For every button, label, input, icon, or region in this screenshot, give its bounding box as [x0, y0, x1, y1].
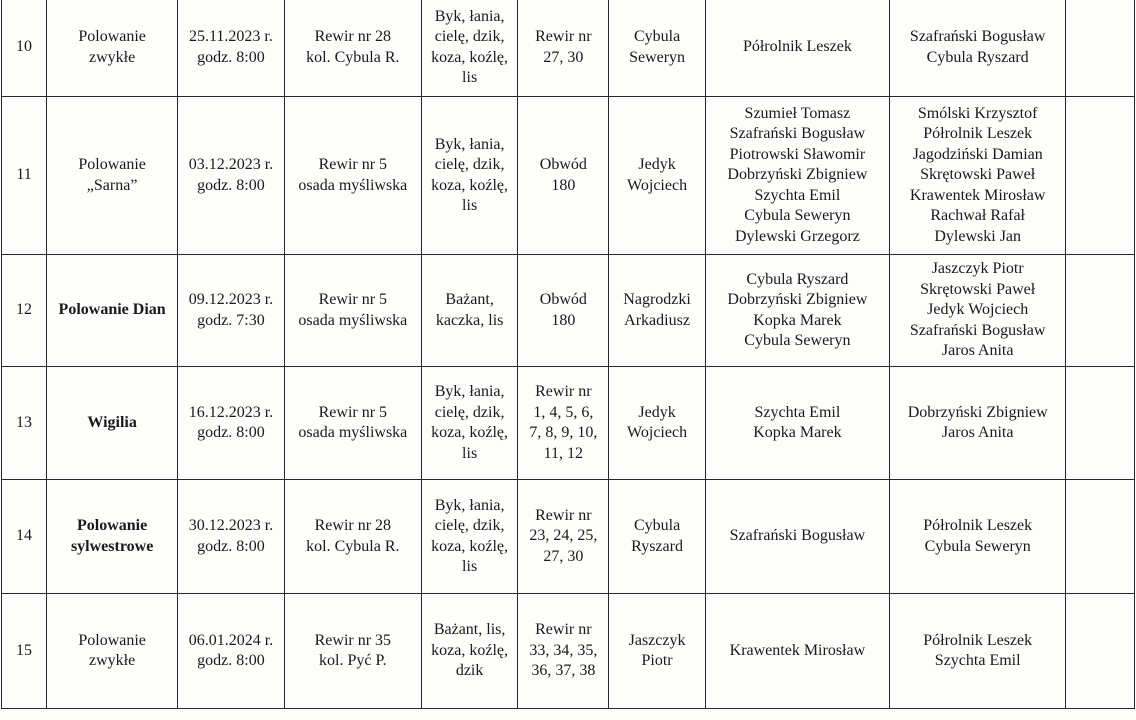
- game-species-line: Byk, łania,: [434, 496, 505, 514]
- game-species-line: koza, koźlę,: [431, 537, 509, 555]
- meeting-place-line: osada myśliwska: [298, 176, 408, 194]
- group-two-members-cell: [890, 0, 1066, 97]
- hunt-date-line: godz. 8:00: [197, 652, 265, 669]
- hunting-schedule-table: [1, 0, 1135, 709]
- game-species-line: cielę, dzik,: [434, 403, 505, 421]
- game-species-line: lis: [462, 558, 478, 575]
- game-species-line: koza, koźlę,: [431, 176, 509, 194]
- row-number-cell: 11: [2, 97, 47, 255]
- game-species-line: Byk, łania,: [434, 383, 505, 400]
- game-species-line: Byk, łania,: [434, 7, 505, 25]
- group-two-members-line: Krawentek Mirosław: [909, 186, 1046, 204]
- game-species-line: lis: [462, 69, 478, 86]
- hunt-leader-line: Cybula: [633, 28, 681, 45]
- meeting-place-line: kol. Cybula R.: [306, 537, 400, 555]
- hunting-area-line: 11, 12: [543, 444, 584, 462]
- hunt-leader-line: Piotr: [641, 652, 673, 669]
- hunt-leader-line: Nagrodzki: [623, 291, 691, 308]
- hunt-leader-cell: [609, 480, 705, 594]
- table-body: [2, 0, 1135, 709]
- row-number-cell: 14: [2, 480, 47, 594]
- meeting-place-line: Rewir nr 5: [318, 403, 388, 421]
- hunt-date-line: 09.12.2023 r.: [188, 291, 274, 308]
- game-species-line: Bażant,: [445, 291, 494, 308]
- table-row: [2, 480, 1135, 594]
- hunting-area-cell: [518, 594, 609, 709]
- hunting-area-line: Rewir nr: [535, 506, 592, 524]
- meeting-place-cell: [284, 97, 421, 255]
- group-one-members-cell: [705, 0, 889, 97]
- meeting-place-line: osada myśliwska: [298, 311, 408, 329]
- hunt-leader-line: Arkadiusz: [624, 311, 690, 329]
- remarks-cell: [1066, 255, 1135, 367]
- hunt-leader-cell: [609, 97, 705, 255]
- group-one-members-line: Krawentek Mirosław: [729, 641, 866, 659]
- group-one-members-cell: [705, 255, 889, 367]
- table-row: [2, 97, 1135, 255]
- hunting-area-line: 180: [551, 176, 576, 194]
- group-one-members-cell: [705, 480, 889, 594]
- game-species-line: Byk, łania,: [434, 135, 505, 153]
- game-species-line: koza, koźlę,: [431, 424, 509, 441]
- game-species-cell: [421, 255, 517, 367]
- group-two-members-line: Cybula Seweryn: [924, 537, 1031, 555]
- hunting-area-line: 7, 8, 9, 10,: [529, 424, 598, 441]
- hunt-name-cell: [47, 367, 178, 480]
- hunt-name-line: zwykłe: [89, 48, 136, 66]
- game-species-cell: [421, 480, 517, 594]
- table-row: [2, 0, 1135, 97]
- game-species-line: Bażant, lis,: [433, 621, 506, 639]
- game-species-line: koza, koźlę,: [431, 641, 509, 659]
- game-species-line: kaczka, lis: [435, 311, 504, 329]
- row-number-cell: 13: [2, 367, 47, 480]
- group-two-members-line: Cybula Ryszard: [926, 48, 1029, 66]
- hunt-date-line: godz. 8:00: [197, 424, 265, 441]
- hunt-leader-line: Jedyk: [638, 156, 676, 173]
- hunting-area-line: 36, 37, 38: [531, 662, 596, 680]
- hunting-area-line: 1, 4, 5, 6,: [533, 403, 594, 421]
- group-two-members-line: Półrolnik Leszek: [923, 631, 1033, 649]
- group-one-members-line: Szafrański Bogusław: [729, 527, 866, 545]
- hunt-date-cell: [178, 97, 285, 255]
- hunt-name-cell: [47, 97, 178, 255]
- group-two-members-line: Szafrański Bogusław: [909, 321, 1046, 339]
- hunt-date-line: godz. 8:00: [197, 176, 265, 194]
- group-two-members-line: Jagodziński Damian: [912, 145, 1043, 163]
- hunt-leader-line: Jaszczyk: [628, 631, 686, 649]
- group-one-members-line: Kopka Marek: [753, 424, 842, 441]
- game-species-line: cielę, dzik,: [434, 28, 505, 45]
- group-two-members-line: Jaros Anita: [941, 424, 1014, 441]
- hunt-name-line: zwykłe: [89, 652, 136, 669]
- hunt-leader-cell: [609, 594, 705, 709]
- hunt-date-cell: [178, 480, 285, 594]
- group-two-members-line: Jaszczyk Piotr: [931, 260, 1024, 278]
- meeting-place-line: kol. Cybula R.: [306, 48, 400, 66]
- hunt-date-line: godz. 8:00: [197, 537, 265, 555]
- hunt-date-line: 03.12.2023 r.: [188, 156, 274, 173]
- hunt-name-cell: [47, 594, 178, 709]
- group-one-members-line: Kopka Marek: [753, 311, 842, 329]
- hunt-name-cell: [47, 480, 178, 594]
- hunt-leader-cell: [609, 367, 705, 480]
- hunting-area-line: Obwód: [539, 156, 587, 173]
- hunt-leader-line: Wojciech: [627, 176, 688, 194]
- hunt-name-line: Polowanie: [78, 28, 146, 45]
- group-one-members-line: Cybula Seweryn: [744, 207, 851, 225]
- hunt-leader-line: Wojciech: [627, 424, 688, 441]
- hunt-leader-cell: [609, 255, 705, 367]
- game-species-line: cielę, dzik,: [434, 517, 505, 534]
- group-two-members-cell: [890, 594, 1066, 709]
- game-species-line: lis: [462, 197, 478, 214]
- hunt-name-line: sylwestrowe: [70, 537, 154, 555]
- hunt-date-cell: [178, 0, 285, 97]
- hunt-name-line: Polowanie: [78, 156, 146, 173]
- group-two-members-line: Jaros Anita: [941, 342, 1014, 360]
- table-row: [2, 367, 1135, 480]
- meeting-place-line: Rewir nr 28: [314, 28, 392, 45]
- game-species-line: lis: [462, 444, 478, 462]
- group-two-members-line: Skrętowski Paweł: [920, 280, 1036, 298]
- hunt-date-cell: [178, 367, 285, 480]
- group-one-members-line: Cybula Seweryn: [744, 332, 851, 349]
- remarks-cell: [1066, 594, 1135, 709]
- meeting-place-cell: [284, 480, 421, 594]
- group-one-members-line: Dobrzyński Zbigniew: [727, 291, 868, 308]
- table-row: [2, 594, 1135, 709]
- group-two-members-cell: [890, 255, 1066, 367]
- group-two-members-line: Smólski Krzysztof: [917, 104, 1038, 122]
- hunting-area-line: 27, 30: [543, 48, 584, 66]
- meeting-place-line: osada myśliwska: [298, 424, 408, 441]
- hunt-date-line: 30.12.2023 r.: [188, 517, 274, 534]
- group-two-members-line: Skrętowski Paweł: [920, 166, 1036, 184]
- game-species-line: cielę, dzik,: [434, 156, 505, 173]
- hunt-leader-line: Ryszard: [631, 537, 683, 555]
- hunting-area-cell: [518, 480, 609, 594]
- group-two-members-cell: [890, 480, 1066, 594]
- group-one-members-line: Szychta Emil: [754, 186, 841, 204]
- group-two-members-cell: [890, 367, 1066, 480]
- hunt-date-line: 25.11.2023 r.: [189, 28, 273, 45]
- hunt-leader-line: Jedyk: [638, 403, 676, 421]
- group-two-members-line: Dobrzyński Zbigniew: [907, 403, 1048, 421]
- remarks-cell: [1066, 367, 1135, 480]
- game-species-line: koza, koźlę,: [431, 48, 509, 66]
- remarks-cell: [1066, 97, 1135, 255]
- group-two-members-line: Dylewski Jan: [934, 227, 1022, 245]
- remarks-cell: [1066, 480, 1135, 594]
- hunt-name-line: Polowanie Dian: [58, 301, 166, 319]
- game-species-line: dzik: [455, 662, 484, 680]
- row-number-cell: 15: [2, 594, 47, 709]
- group-one-members-line: Dobrzyński Zbigniew: [727, 166, 868, 184]
- hunt-name-line: Polowanie: [77, 517, 148, 534]
- hunt-date-cell: [178, 255, 285, 367]
- game-species-cell: [421, 594, 517, 709]
- group-one-members-cell: [705, 367, 889, 480]
- group-one-members-line: Dylewski Grzegorz: [734, 227, 860, 245]
- hunting-area-line: Rewir nr: [535, 621, 592, 639]
- hunting-area-line: 33, 34, 35,: [529, 641, 598, 659]
- row-number-cell: 10: [2, 0, 47, 97]
- hunt-leader-cell: [609, 0, 705, 97]
- hunt-leader-line: Seweryn: [629, 48, 686, 66]
- meeting-place-cell: [284, 255, 421, 367]
- group-one-members-line: Szychta Emil: [754, 403, 841, 421]
- hunt-name-line: Wigilia: [87, 413, 137, 431]
- meeting-place-cell: [284, 594, 421, 709]
- game-species-cell: [421, 0, 517, 97]
- hunting-area-cell: [518, 255, 609, 367]
- game-species-cell: [421, 97, 517, 255]
- group-two-members-line: Półrolnik Leszek: [923, 125, 1033, 143]
- meeting-place-cell: [284, 0, 421, 97]
- group-one-members-line: Cybula Ryszard: [746, 270, 849, 288]
- hunt-leader-line: Cybula: [633, 517, 681, 534]
- hunt-date-line: godz. 7:30: [197, 311, 265, 329]
- group-two-members-line: Półrolnik Leszek: [923, 517, 1033, 534]
- meeting-place-cell: [284, 367, 421, 480]
- hunting-area-line: Obwód: [539, 291, 587, 308]
- table-row: [2, 255, 1135, 367]
- hunt-date-line: godz. 8:00: [197, 48, 265, 66]
- group-one-members-line: Szafrański Bogusław: [729, 125, 866, 143]
- remarks-cell: [1066, 0, 1135, 97]
- hunt-name-line: Polowanie: [78, 631, 146, 649]
- hunt-name-cell: [47, 255, 178, 367]
- meeting-place-line: Rewir nr 28: [314, 517, 392, 534]
- hunting-area-cell: [518, 0, 609, 97]
- hunting-area-line: 180: [551, 311, 576, 329]
- group-one-members-cell: [705, 97, 889, 255]
- hunt-name-line: „Sarna”: [86, 176, 138, 194]
- group-two-members-line: Szychta Emil: [934, 652, 1021, 669]
- hunting-area-cell: [518, 97, 609, 255]
- row-number-cell: 12: [2, 255, 47, 367]
- hunt-name-cell: [47, 0, 178, 97]
- game-species-cell: [421, 367, 517, 480]
- hunting-area-line: 23, 24, 25,: [529, 527, 598, 545]
- hunt-date-line: 16.12.2023 r.: [188, 403, 274, 421]
- meeting-place-line: Rewir nr 35: [314, 631, 392, 649]
- hunt-date-line: 06.01.2024 r.: [188, 631, 274, 649]
- group-two-members-line: Jedyk Wojciech: [927, 301, 1029, 319]
- group-two-members-line: Rachwał Rafał: [930, 207, 1025, 225]
- group-one-members-line: Szumieł Tomasz: [744, 104, 851, 122]
- hunting-area-cell: [518, 367, 609, 480]
- meeting-place-line: kol. Pyć P.: [319, 652, 387, 669]
- hunting-area-line: Rewir nr: [535, 383, 592, 400]
- group-one-members-cell: [705, 594, 889, 709]
- group-one-members-line: Piotrowski Sławomir: [729, 145, 866, 163]
- hunting-area-line: 27, 30: [543, 547, 584, 565]
- group-two-members-line: Szafrański Bogusław: [909, 28, 1046, 45]
- meeting-place-line: Rewir nr 5: [318, 291, 388, 308]
- meeting-place-line: Rewir nr 5: [318, 156, 388, 173]
- group-two-members-cell: [890, 97, 1066, 255]
- hunt-date-cell: [178, 594, 285, 709]
- group-one-members-line: Półrolnik Leszek: [742, 38, 852, 56]
- hunting-area-line: Rewir nr: [535, 28, 592, 45]
